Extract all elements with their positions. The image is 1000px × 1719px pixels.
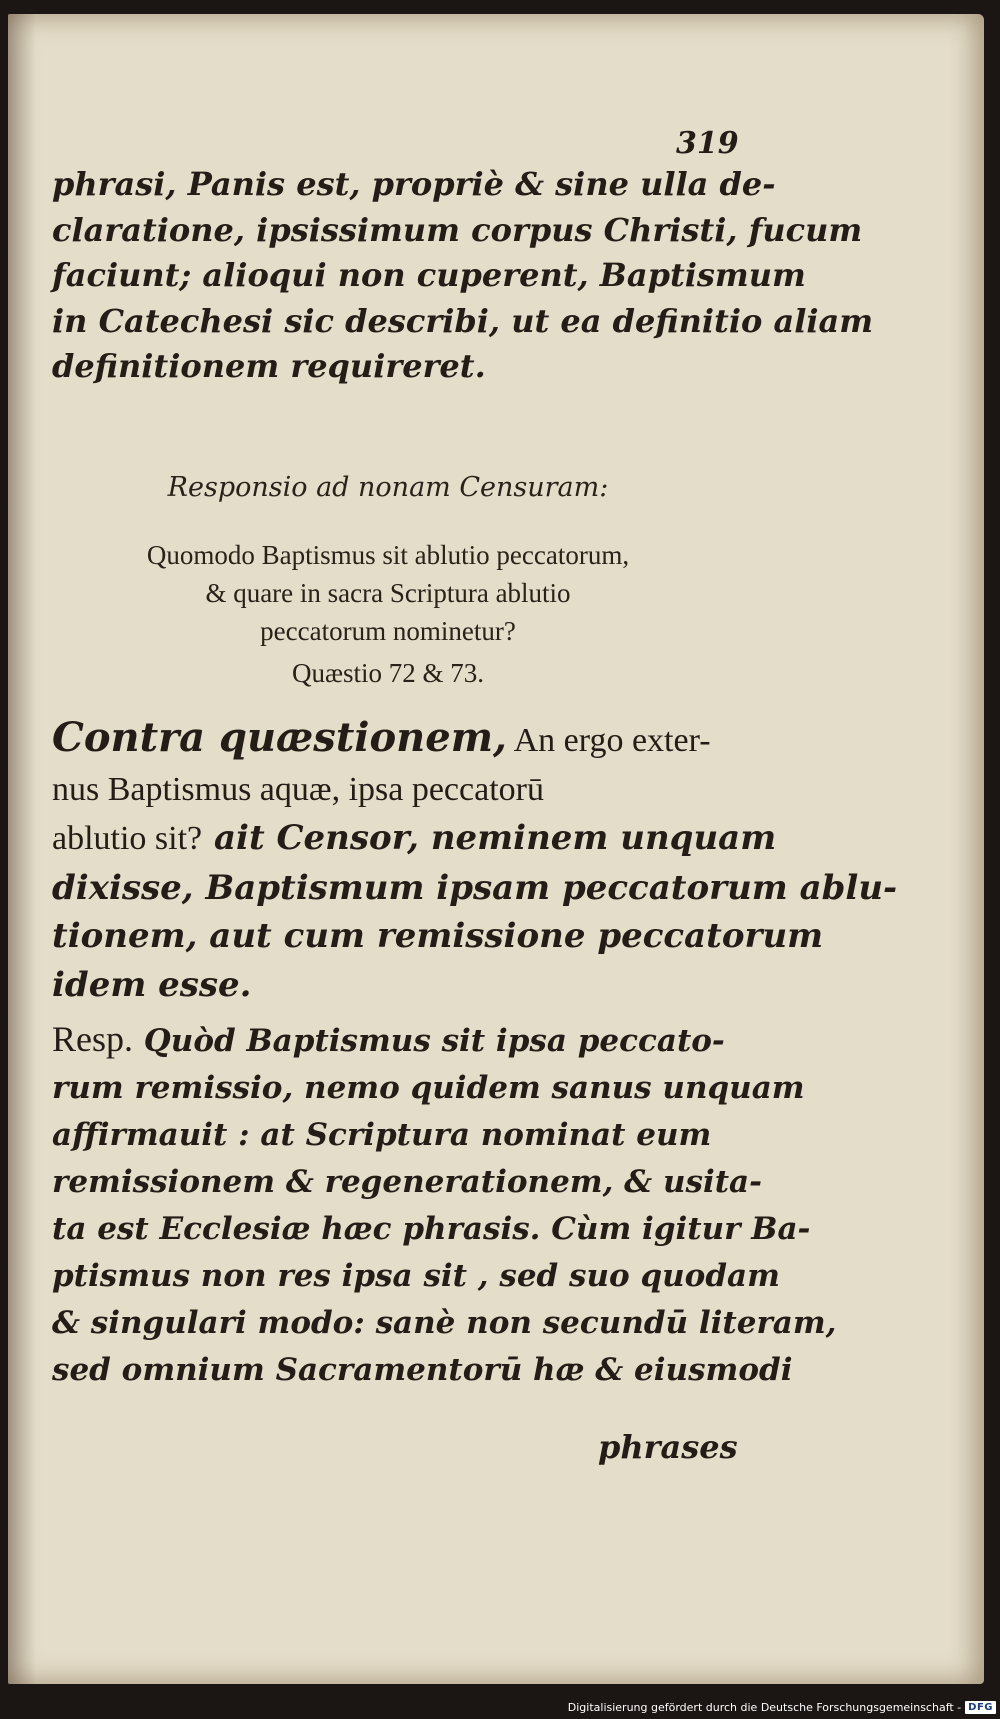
paragraph-censor-line-6: idem esse. [52,964,252,1005]
credit-text: Digitalisierung gefördert durch die Deutsche Forschungsgemeinschaft - [567,1700,962,1714]
paragraph-response-line-4: remissionem & regenerationem, & usita- [52,1164,763,1200]
section-heading: Responsio ad nonam Censuram: [167,472,609,503]
opening-line-1: phrasi, Panis est, propriè & sine ulla de- [52,165,776,203]
opening-line-3: faciunt; alioqui non cuperent, Baptismum [52,256,806,294]
paragraph-censor-line-1-italic: Contra quæstionem, [52,714,507,761]
catchword: phrases [598,1428,738,1466]
paragraph-censor-line-3 [52,814,777,864]
paragraph-response [52,1016,837,1394]
opening-line-5: definitionem requireret. [52,347,486,385]
paragraph-response-line-8: sed omnium Sacramentorū hæ & eiusmodi [52,1352,793,1388]
paragraph-response-line-1 [52,1016,724,1065]
paragraph-censor-line-2: nus Baptismus aquæ, ipsa peccatorū [52,770,544,808]
digitization-credit [568,1698,996,1716]
opening-line-2: claratione, ipsissimum corpus Christi, fucum [52,210,863,249]
opening-line-4: in Catechesi sic describi, ut ea definitio aliam [52,301,874,340]
question-line-3: peccatorum nominetur? [260,616,516,646]
page-gutter-shadow [8,14,36,1684]
question-reference: Quæstio 72 & 73. [291,658,485,688]
paragraph-response-line-5: ta est Ecclesiæ hæc phrasis. Cùm igitur Ba- [52,1211,811,1247]
question-line-1: Quomodo Baptismus sit ablutio peccatorum, [146,540,630,570]
paragraph-censor-line-1-roman: An ergo exter- [506,722,711,759]
paragraph-response-line-2: rum remissio, nemo quidem sanus unquam [52,1070,805,1106]
paragraph-censor-line-1 [52,714,724,766]
paragraph-response-line-6: ptismus non res ipsa sit , sed suo quodam [52,1258,780,1294]
paragraph-censor-line-4: dixisse, Baptismum ipsam peccatorum ablu- [52,867,898,908]
dfg-logo: DFG [965,1701,996,1714]
paragraph-response-line-1-italic: Quòd Baptismus sit ipsa peccato- [133,1023,725,1059]
paragraph-censor [52,714,898,1009]
paragraph-response-line-7: & singulari modo: sanè non secundū literam, [52,1305,837,1341]
paragraph-censor-line-3-roman: ablutio sit? [52,820,203,857]
question-heading [52,536,724,650]
book-page [8,14,984,1684]
paragraph-response-line-3: affirmauit : at Scriptura nominat eum [52,1117,712,1153]
opening-paragraph [52,162,874,390]
paragraph-censor-line-5: tionem, aut cum remissione peccatorum [52,916,824,956]
question-line-2: & quare in sacra Scriptura ablutio [205,578,571,608]
page-number: 319 [676,126,739,161]
paragraph-censor-line-3-italic: ait Censor, neminem unquam [202,818,777,858]
paragraph-response-line-1-roman: Resp. [52,1019,133,1059]
